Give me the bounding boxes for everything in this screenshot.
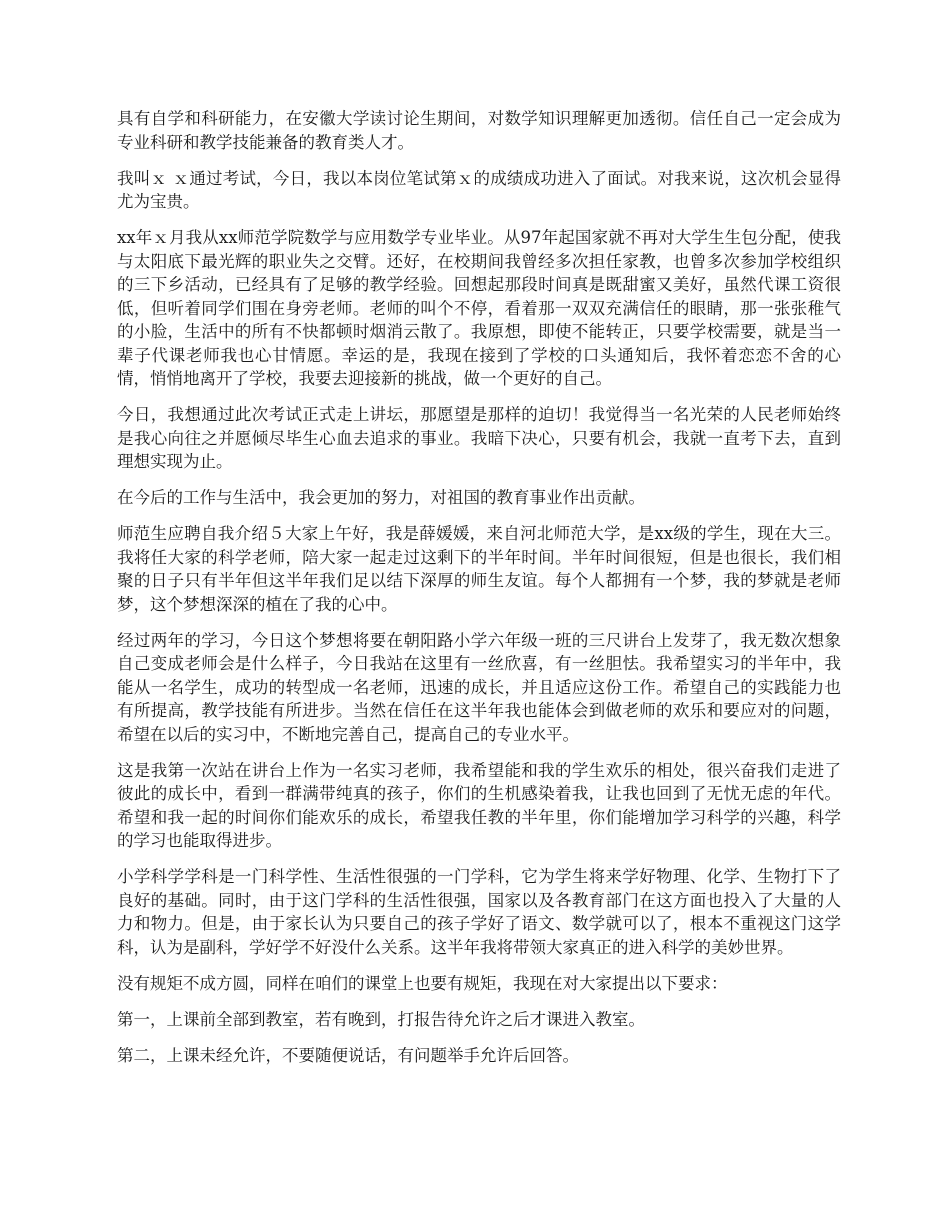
paragraph-8: 这是我第一次站在讲台上作为一名实习老师，我希望能和我的学生欢乐的相处，很兴奋我们走进了彼此的成长中，看到一群满带纯真的孩子，你们的生机感染着我，让我也回到了无忧无虑的年代。希望和我一起的时间你们能欢乐的成长，希望我任教的半年里，你们能增加学习科学的兴趣，科学的学习也能取得进步。 [117,760,841,850]
paragraph-5: 在今后的工作与生活中，我会更加的努力，对祖国的教育事业作出贡献。 [117,488,645,507]
paragraph-6: 师范生应聘自我介绍５大家上午好，我是薛媛媛，来自河北师范大学，是xx级的学生，现在大三。我将任大家的科学老师，陪大家一起走过这剩下的半年时间。半年时间很短，但是也很长，我们相聚的日子只有半年但这半年我们足以结下深厚的师生友谊。每个人都拥有一个梦，我的梦就是老师梦，这个梦想深深的植在了我的心中。 [117,524,841,614]
document-body [117,107,841,1080]
paragraph-7: 经过两年的学习，今日这个梦想将要在朝阳路小学六年级一班的三尺讲台上发芽了，我无数次想象自己变成老师会是什么样子，今日我站在这里有一丝欣喜，有一丝胆怯。我希望实习的半年中，我能从一名学生，成功的转型成一名老师，迅速的成长，并且适应这份工作。希望自己的实践能力也有所提高，教学技能有所进步。当然在信任在这半年我也能体会到做老师的欢乐和要应对的问题，希望在以后的实习中，不断地完善自己，提高自己的专业水平。 [117,630,841,744]
paragraph-3: xx年ｘ月我从xx师范学院数学与应用数学专业毕业。从97年起国家就不再对大学生生包分配，使我与太阳底下最光辉的职业失之交臂。还好，在校期间我曾经多次担任家教，也曾多次参加学校组织的三下乡活动，已经具有了足够的教学经验。回想起那段时间真是既甜蜜又美好，虽然代课工资很低，但听着同学们围在身旁老师。老师的叫个不停，看着那一双双充满信任的眼睛，那一张张稚气的小脸，生活中的所有不快都顿时烟消云散了。我原想，即使不能转正，只要学校需要，就是当一辈子代课老师我也心甘情愿。幸运的是，我现在接到了学校的口头通知后，我怀着恋恋不舍的心情，悄悄地离开了学校，我要去迎接新的挑战，做一个更好的自己。 [117,228,841,388]
paragraph-9: 小学科学学科是一门科学性、生活性很强的一门学科，它为学生将来学好物理、化学、生物打下了良好的基础。同时，由于这门学科的生活性很强，国家以及各教育部门在这方面也投入了大量的人力和物力。但是，由于家长认为只要自己的孩子学好了语文、数学就可以了，根本不重视这门这学科，认为是副科，学好学不好没什么关系。这半年我将带领大家真正的进入科学的美妙世界。 [117,867,841,957]
paragraph-10: 没有规矩不成方圆，同样在咱们的课堂上也要有规矩，我现在对大家提出以下要求： [117,973,728,993]
paragraph-1: 具有自学和科研能力，在安徽大学读讨论生期间，对数学知识理解更加透彻。信任自己一定会成为专业科研和教学技能兼备的教育类人才。 [117,109,841,152]
paragraph-11: 第一，上课前全部到教室，若有晚到，打报告待允许之后才课进入教室。 [117,1009,645,1029]
paragraph-2: 我叫ｘ ｘ通过考试，今日，我以本岗位笔试第ｘ的成绩成功进入了面试。对我来说，这次机会显得尤为宝贵。 [117,168,841,211]
paragraph-4: 今日，我想通过此次考试正式走上讲坛，那愿望是那样的迫切！我觉得当一名光荣的人民老师始终是我心向往之并愿倾尽毕生心血去追求的事业。我暗下决心，只要有机会，我就一直考下去，直到理想实现为止。 [117,405,841,471]
paragraph-12: 第二，上课未经允许，不要随便说话，有问题举手允许后回答。 [117,1045,579,1065]
